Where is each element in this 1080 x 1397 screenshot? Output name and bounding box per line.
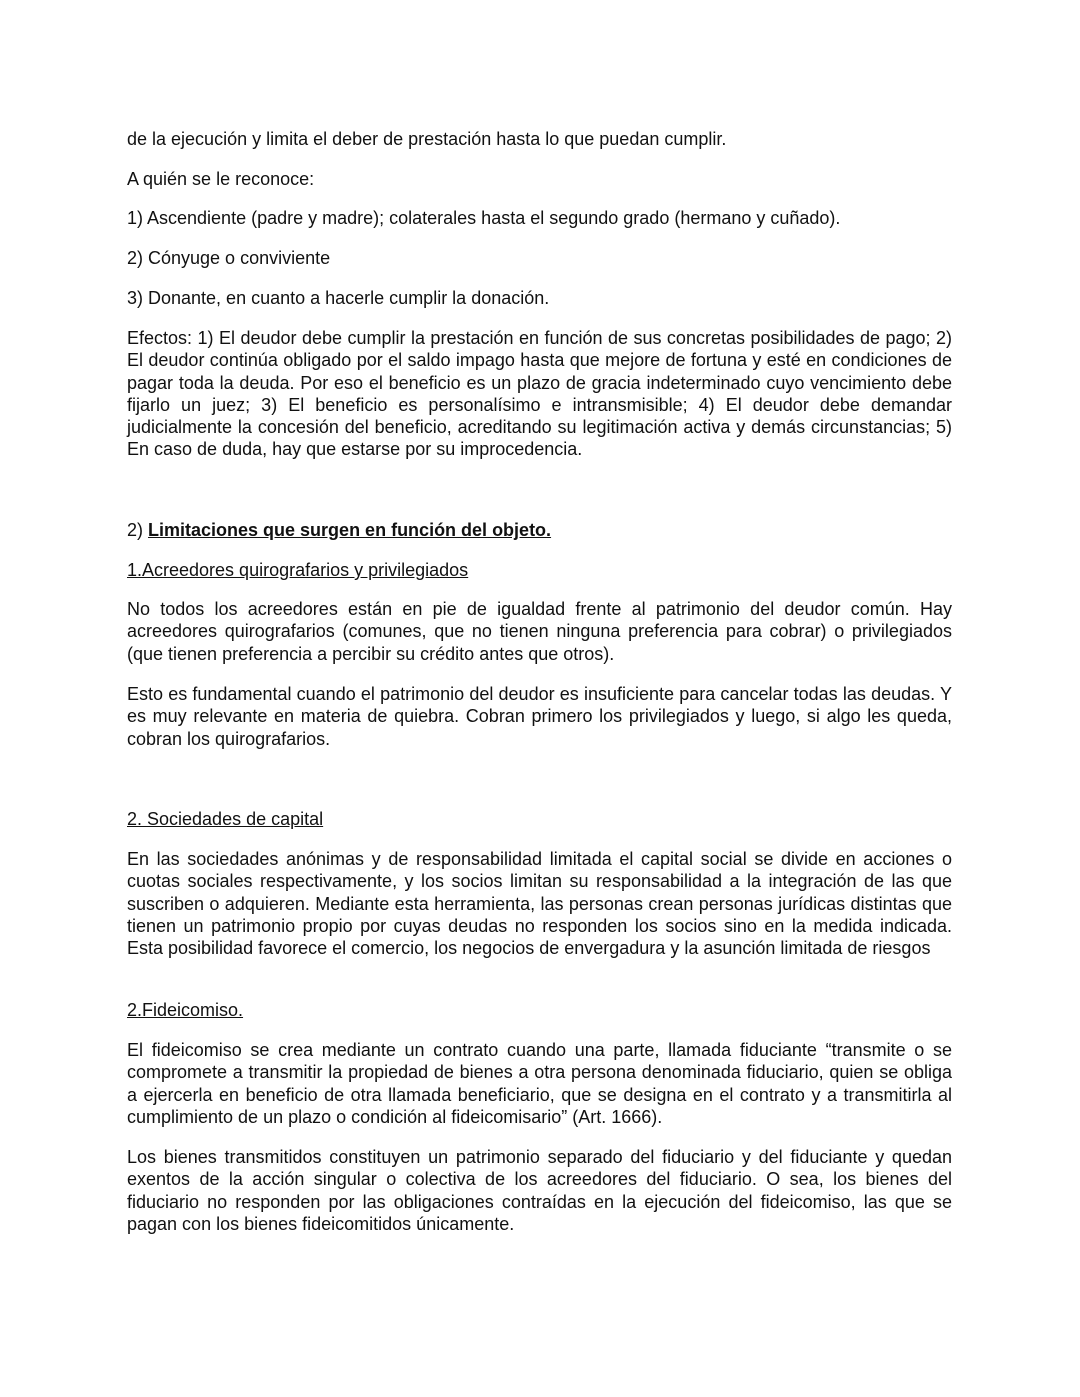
section-title: Limitaciones que surgen en función del objeto. [148, 520, 552, 540]
subsection-title-acreedores: 1.Acreedores quirografarios y privilegiados [127, 560, 469, 580]
section-heading [127, 519, 952, 541]
fideicomiso-paragraph-1: El fideicomiso se crea mediante un contrato cuando una parte, llamada fiduciante “transmite o se compromete a transmitir la propiedad de bienes a otra persona denominada fiduciario, quien se obliga a ejercerla en beneficio de otra llamada beneficiario, que se designa en el contrato y a transmitirla al cumplimiento de un plazo o condición al fideicomisario” (Art. 1666). [127, 1040, 952, 1127]
acreedores-paragraph-1: No todos los acreedores están en pie de igualdad frente al patrimonio del deudor común. Hay acreedores quirografarios (comunes, que no tienen ninguna preferencia para cobrar) o privilegiados (que tienen preferencia a percibir su crédito antes que otros). [127, 599, 952, 664]
who-item-2: 2) Cónyuge o conviviente [127, 248, 331, 268]
intro-line: de la ejecución y limita el deber de prestación hasta lo que puedan cumplir. [127, 129, 727, 149]
effects-paragraph: Efectos: 1) El deudor debe cumplir la prestación en función de sus concretas posibilidades de pago; 2) El deudor continúa obligado por el saldo impago hasta que mejore de fortuna y esté en condiciones de pagar toda la deuda. Por eso el beneficio es un plazo de gracia indeterminado cuyo vencimiento debe fijarlo un juez; 3) El beneficio es personalísimo e intransmisible; 4) El deudor debe demandar judicialmente la concesión del beneficio, acreditando su legitimación activa y demás circunstancias; 5) En caso de duda, hay que estarse por su improcedencia. [127, 328, 952, 460]
who-item-3: 3) Donante, en cuanto a hacerle cumplir la donación. [127, 288, 550, 308]
subsection-title-sociedades: 2. Sociedades de capital [127, 809, 324, 829]
acreedores-paragraph-2: Esto es fundamental cuando el patrimonio del deudor es insuficiente para cancelar todas las deudas. Y es muy relevante en materia de quiebra. Cobran primero los privilegiados y luego, si algo les queda, cobran los quirografarios. [127, 684, 952, 749]
fideicomiso-paragraph-2: Los bienes transmitidos constituyen un patrimonio separado del fiduciario y del fiduciante y quedan exentos de la acción singular o colectiva de los acreedores del fiduciario. O sea, los bienes del fiduciario no responden por las obligaciones contraídas en la ejecución del fideicomiso, las que se pagan con los bienes fideicomitidos únicamente. [127, 1147, 952, 1234]
sociedades-paragraph: En las sociedades anónimas y de responsabilidad limitada el capital social se divide en acciones o cuotas sociales respectivamente, y los socios limitan su responsabilidad a la integración de las que suscriben o adquieren. Mediante esta herramienta, las personas crean personas jurídicas distintas que tienen un patrimonio propio por cuyas deudas no responden los socios sino en la medida indicada. Esta posibilidad favorece el comercio, los negocios de envergadura y la asunción limitada de riesgos [127, 849, 952, 959]
section-number: 2) [127, 520, 149, 540]
subsection-title-fideicomiso: 2.Fideicomiso. [127, 1000, 244, 1020]
who-item-1: 1) Ascendiente (padre y madre); colaterales hasta el segundo grado (hermano y cuñado). [127, 208, 841, 228]
who-label: A quién se le reconoce: [127, 169, 315, 189]
